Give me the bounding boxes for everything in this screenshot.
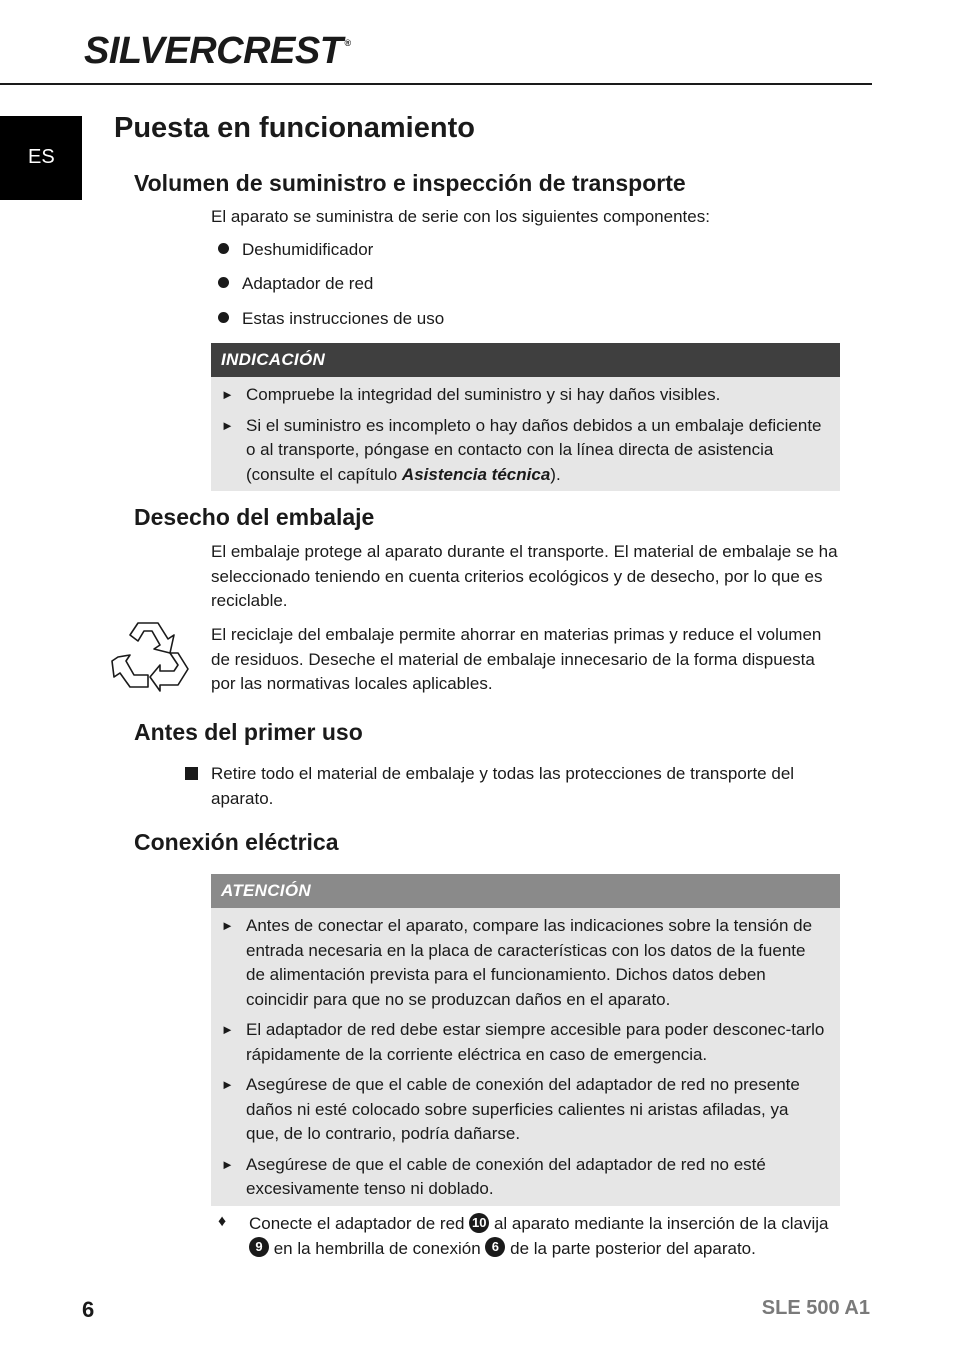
logo-text: SILVERCREST <box>84 30 343 72</box>
notice-item: ► El adaptador de red debe estar siempre accesible para poder desconec-tarlo rápidamente de la corriente eléctrica en caso de emergencia. <box>221 1020 825 1064</box>
list-item: Deshumidificador <box>218 240 373 260</box>
language-tab <box>0 116 82 200</box>
callout-number: 6 <box>485 1237 505 1257</box>
bullet-icon <box>218 243 229 254</box>
page-number: 6 <box>82 1297 95 1322</box>
model-label: SLE 500 A1 <box>761 1297 870 1319</box>
square-bullet-icon <box>185 767 198 780</box>
heading-first-use: Antes del primer uso <box>134 719 363 745</box>
arrow-right-icon: ► <box>221 1022 234 1037</box>
arrow-right-icon: ► <box>221 918 234 933</box>
notice-item: ► Antes de conectar el aparato, compare las indicaciones sobre la tensión de entrada necesaria en la placa de características con los datos de la fuente de alimentación prevista para el funcionamiento. Dichos datos deben coincidir para que no se produzcan daños en el aparato. <box>221 916 813 1009</box>
brand-logo <box>84 30 351 73</box>
list-item: Adaptador de red <box>218 274 373 294</box>
notice-item: ► Si el suministro es incompleto o hay daños debidos a un embalaje deficiente o al transporte, póngase en contacto con la línea directa de asistencia (consulte el capítulo Asistencia técnica). <box>221 415 822 484</box>
registered-mark: ® <box>344 38 351 48</box>
notice-atencion <box>211 874 840 1206</box>
packaging-para-1: El embalaje protege al aparato durante el transporte. El material de embalaje se ha seleccionado teniendo en cuenta criterios ecológicos y de desecho, por lo que es reciclable. <box>211 542 838 610</box>
arrow-right-icon: ► <box>221 1156 234 1172</box>
page-title: Puesta en funcionamiento <box>114 112 475 144</box>
bullet-icon <box>218 312 229 323</box>
callout-number: 10 <box>469 1213 489 1233</box>
notice-title: ATENCIÓN <box>211 874 840 908</box>
arrow-right-icon: ► <box>221 417 234 433</box>
diamond-bullet-icon: ♦ <box>218 1213 227 1230</box>
connect-step: Conecte el adaptador de red 10 al aparato mediante la inserción de la clavija 9 en la hembrilla de conexión 6 de la parte posterior del aparato. <box>249 1214 829 1258</box>
header-divider <box>0 83 872 85</box>
language-tab-label: ES <box>28 146 55 168</box>
notice-item: ► Asegúrese de que el cable de conexión del adaptador de red no esté excesivamente tenso ni doblado. <box>221 1154 766 1198</box>
arrow-right-icon: ► <box>221 1077 234 1092</box>
list-item: Estas instrucciones de uso <box>218 309 444 329</box>
heading-supply: Volumen de suministro e inspección de transporte <box>134 170 686 196</box>
supply-intro: El aparato se suministra de serie con los siguientes componentes: <box>211 207 710 226</box>
callout-number: 9 <box>249 1237 269 1257</box>
first-use-text: Retire todo el material de embalaje y todas las protecciones de transporte del aparato. <box>211 764 795 808</box>
notice-item: ► Compruebe la integridad del suministro y si hay daños visibles. <box>211 383 826 408</box>
bullet-icon <box>218 277 229 288</box>
recycle-icon <box>108 617 190 693</box>
heading-packaging: Desecho del embalaje <box>134 504 375 530</box>
notice-item: ► Asegúrese de que el cable de conexión del adaptador de red no presente daños ni esté colocado sobre superficies calientes ni aristas afiladas, ya que, de lo contrario, podría dañarse. <box>221 1075 800 1143</box>
heading-electric: Conexión eléctrica <box>134 829 339 855</box>
notice-indicacion <box>211 343 840 491</box>
notice-title: INDICACIÓN <box>211 343 840 377</box>
packaging-para-2: El reciclaje del embalaje permite ahorrar en materias primas y reduce el volumen de residuos. Deseche el material de embalaje innecesario de la forma dispuesta por las normativas locales aplicables. <box>211 625 822 693</box>
arrow-right-icon: ► <box>221 387 234 402</box>
